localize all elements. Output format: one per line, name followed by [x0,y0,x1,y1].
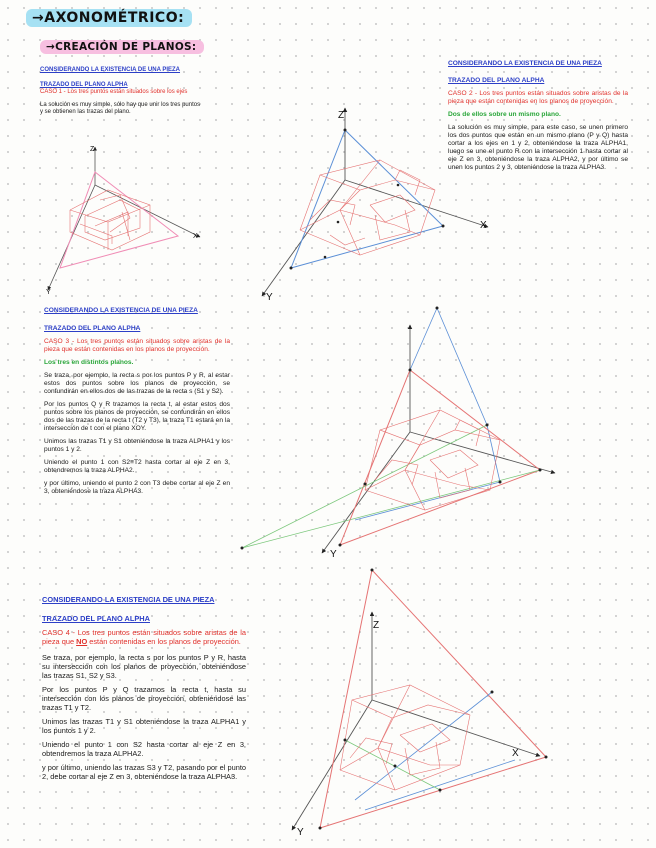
axis-z-label: Z [90,146,95,153]
case3-paragraph-5: y por último, uniendo el punto 2 con T3 debe cortar al eje Z en 3, obteniéndose la traza ALPHA3. [44,480,230,495]
case4-paragraph-1: Se traza, por ejemplo, la recta s por los puntos P y R, hasta su intersección con los planos de proyección, obteniéndose las trazas S1, S2 y S3. [42,653,246,680]
axis-y-label: Y [46,289,51,296]
case1-heading: CONSIDERANDO LA EXISTENCIA DE UNA PIEZA [40,67,181,73]
case3-paragraph-4: Uniendo el punto 1 con S2≡T2 hasta cortar al eje Z en 3, obtendremos la traza ALPHA2. [44,459,230,474]
point-t2 [344,739,347,742]
piece-wireframe [365,410,500,510]
line-t-green [345,740,440,790]
point-1 [539,469,542,472]
point-2 [339,544,342,547]
case4-paragraph-3: Unimos las trazas T1 y S1 obteniéndose la traza ALPHA1 y los puntos 1 y 2. [42,717,246,735]
axis-x-line [95,185,200,237]
case2-heading: CONSIDERANDO LA EXISTENCIA DE UNA PIEZA [448,60,602,67]
plane-alpha-trace [60,172,178,268]
piece-wireframe [70,190,150,250]
case2-green-note: Dos de ellos sobre un mismo plano. [448,111,561,118]
axis-y-label: Y [330,549,337,560]
point-s1 [499,481,502,484]
case4-description: CASO 4 - Los tres puntos están situados sobre aristas de la pieza que NO están contenidas en los planos de proyección. [42,628,246,646]
case4-subheading: TRAZADO DEL PLANO ALPHA [42,614,150,623]
case2-body: La solución es muy simple, para este caso, se unen primero los dos puntos que están en un mismo plano (P y Q) hasta cortar a los ejes en 1 y 2, obteniéndose la traza ALPHA1, luego se une el punto R con la intersección 1 hasta cortar al eje Z en 3, obteniéndose la traza ALPHA2, y por último se unen los puntos 2 y 3, obteniéndose la traza ALPHA3. [448,124,628,171]
point-p [337,221,340,224]
diagram-case1 [46,146,200,296]
diagram-case4 [292,569,548,839]
point-t1 [241,547,244,550]
diagram-case3 [241,307,556,561]
point-s3 [491,691,494,694]
case4-paragraph-4: Uniendo el punto 1 con S2 hasta cortar al eje Z en 3, obtendremos la traza ALPHA2. [42,740,246,758]
axis-x-line [345,180,488,227]
page-title: →AXONOMÉTRICO: [26,10,192,26]
axis-x-label: X [480,220,487,231]
case3-paragraph-1: Se traza, por ejemplo, la recta s por los puntos P y R, al estar estos dos puntos sobre los planos de proyección, se confundirán en ellos dos de las trazas de la recta s (S1 y S2). [44,372,230,395]
case4-paragraph-2: Por los puntos P y Q trazamos la recta t, hasta su intersección con los planos de proyección, obteniéndose las trazas T1 y T2. [42,685,246,712]
case1-description: CASO 1 - Los tres puntos están situados sobre los ejes [40,89,188,96]
axis-y-label: Y [297,827,304,838]
point-q [364,483,367,486]
plane-alpha-red [320,570,546,828]
case3-heading: CONSIDERANDO LA EXISTENCIA DE UNA PIEZA [44,307,198,314]
point-2 [319,827,322,830]
case4-paragraph-5: y por último, uniendo las trazas S3 y T2, pasando por el punto 2, debe cortar al eje Z en 3, obteniéndose la traza ALPHA3. [42,763,246,781]
axis-z-label: Z [338,110,345,121]
case3-subheading: TRAZADO DEL PLANO ALPHA [44,325,141,332]
case3-description: CASO 3 - Los tres puntos están situados sobre aristas de la pieza que están contenidas en los planos de proyección. [44,338,230,353]
case3-green-note: Los tres en distintos planos. [44,359,134,366]
plane-alpha-red [340,370,540,545]
point-r [397,184,400,187]
section-title: →CREACIÓN DE PLANOS: [40,41,204,53]
case3-paragraph-2: Por los puntos Q y R trazamos la recta t, al estar estos dos puntos sobre los planos de proyección, se confundirán en ellos dos de las trazas de la recta t (T2 y T3), la traza T1 estará en la intersección de t con el plano XOY. [44,401,230,432]
point-q [324,256,327,259]
case1-subheading: TRAZADO DEL PLANO ALPHA [40,82,128,89]
point-s2-t2 [486,424,489,427]
axis-x-label: X [512,748,519,759]
point-1 [545,756,548,759]
piece-wireframe [340,685,470,790]
axis-y-line [292,700,372,830]
point-3 [344,129,347,132]
point-t3 [436,307,439,310]
axis-y-label: Y [266,292,273,303]
diagram-case2 [262,108,488,303]
point-3 [371,569,374,572]
case3-paragraph-3: Unimos las trazas T1 y S1 obteniéndose la traza ALPHA1 y los puntos 1 y 2. [44,438,230,453]
point-2 [290,267,293,270]
piece-wireframe [300,160,435,255]
plane-alpha-trace [291,130,443,268]
point-3 [409,369,412,372]
axis-y-line [262,180,345,296]
point-t1 [439,789,442,792]
axis-z-label: Z [373,620,380,631]
axis-x-label: X [193,233,198,240]
point-p [394,765,397,768]
case2-subheading: TRAZADO DEL PLANO ALPHA [448,77,545,84]
case4-heading: CONSIDERANDO LA EXISTENCIA DE UNA PIEZA [42,595,215,604]
case1-body: La solución es muy simple, sólo hay que unir los tres puntos y se obtienen las trazas del plano. [40,101,201,115]
point-1 [442,225,445,228]
case2-description: CASO 2 - Los tres puntos están situados sobre aristas de la pieza que están contenidas en los planos de proyección. [448,90,628,105]
